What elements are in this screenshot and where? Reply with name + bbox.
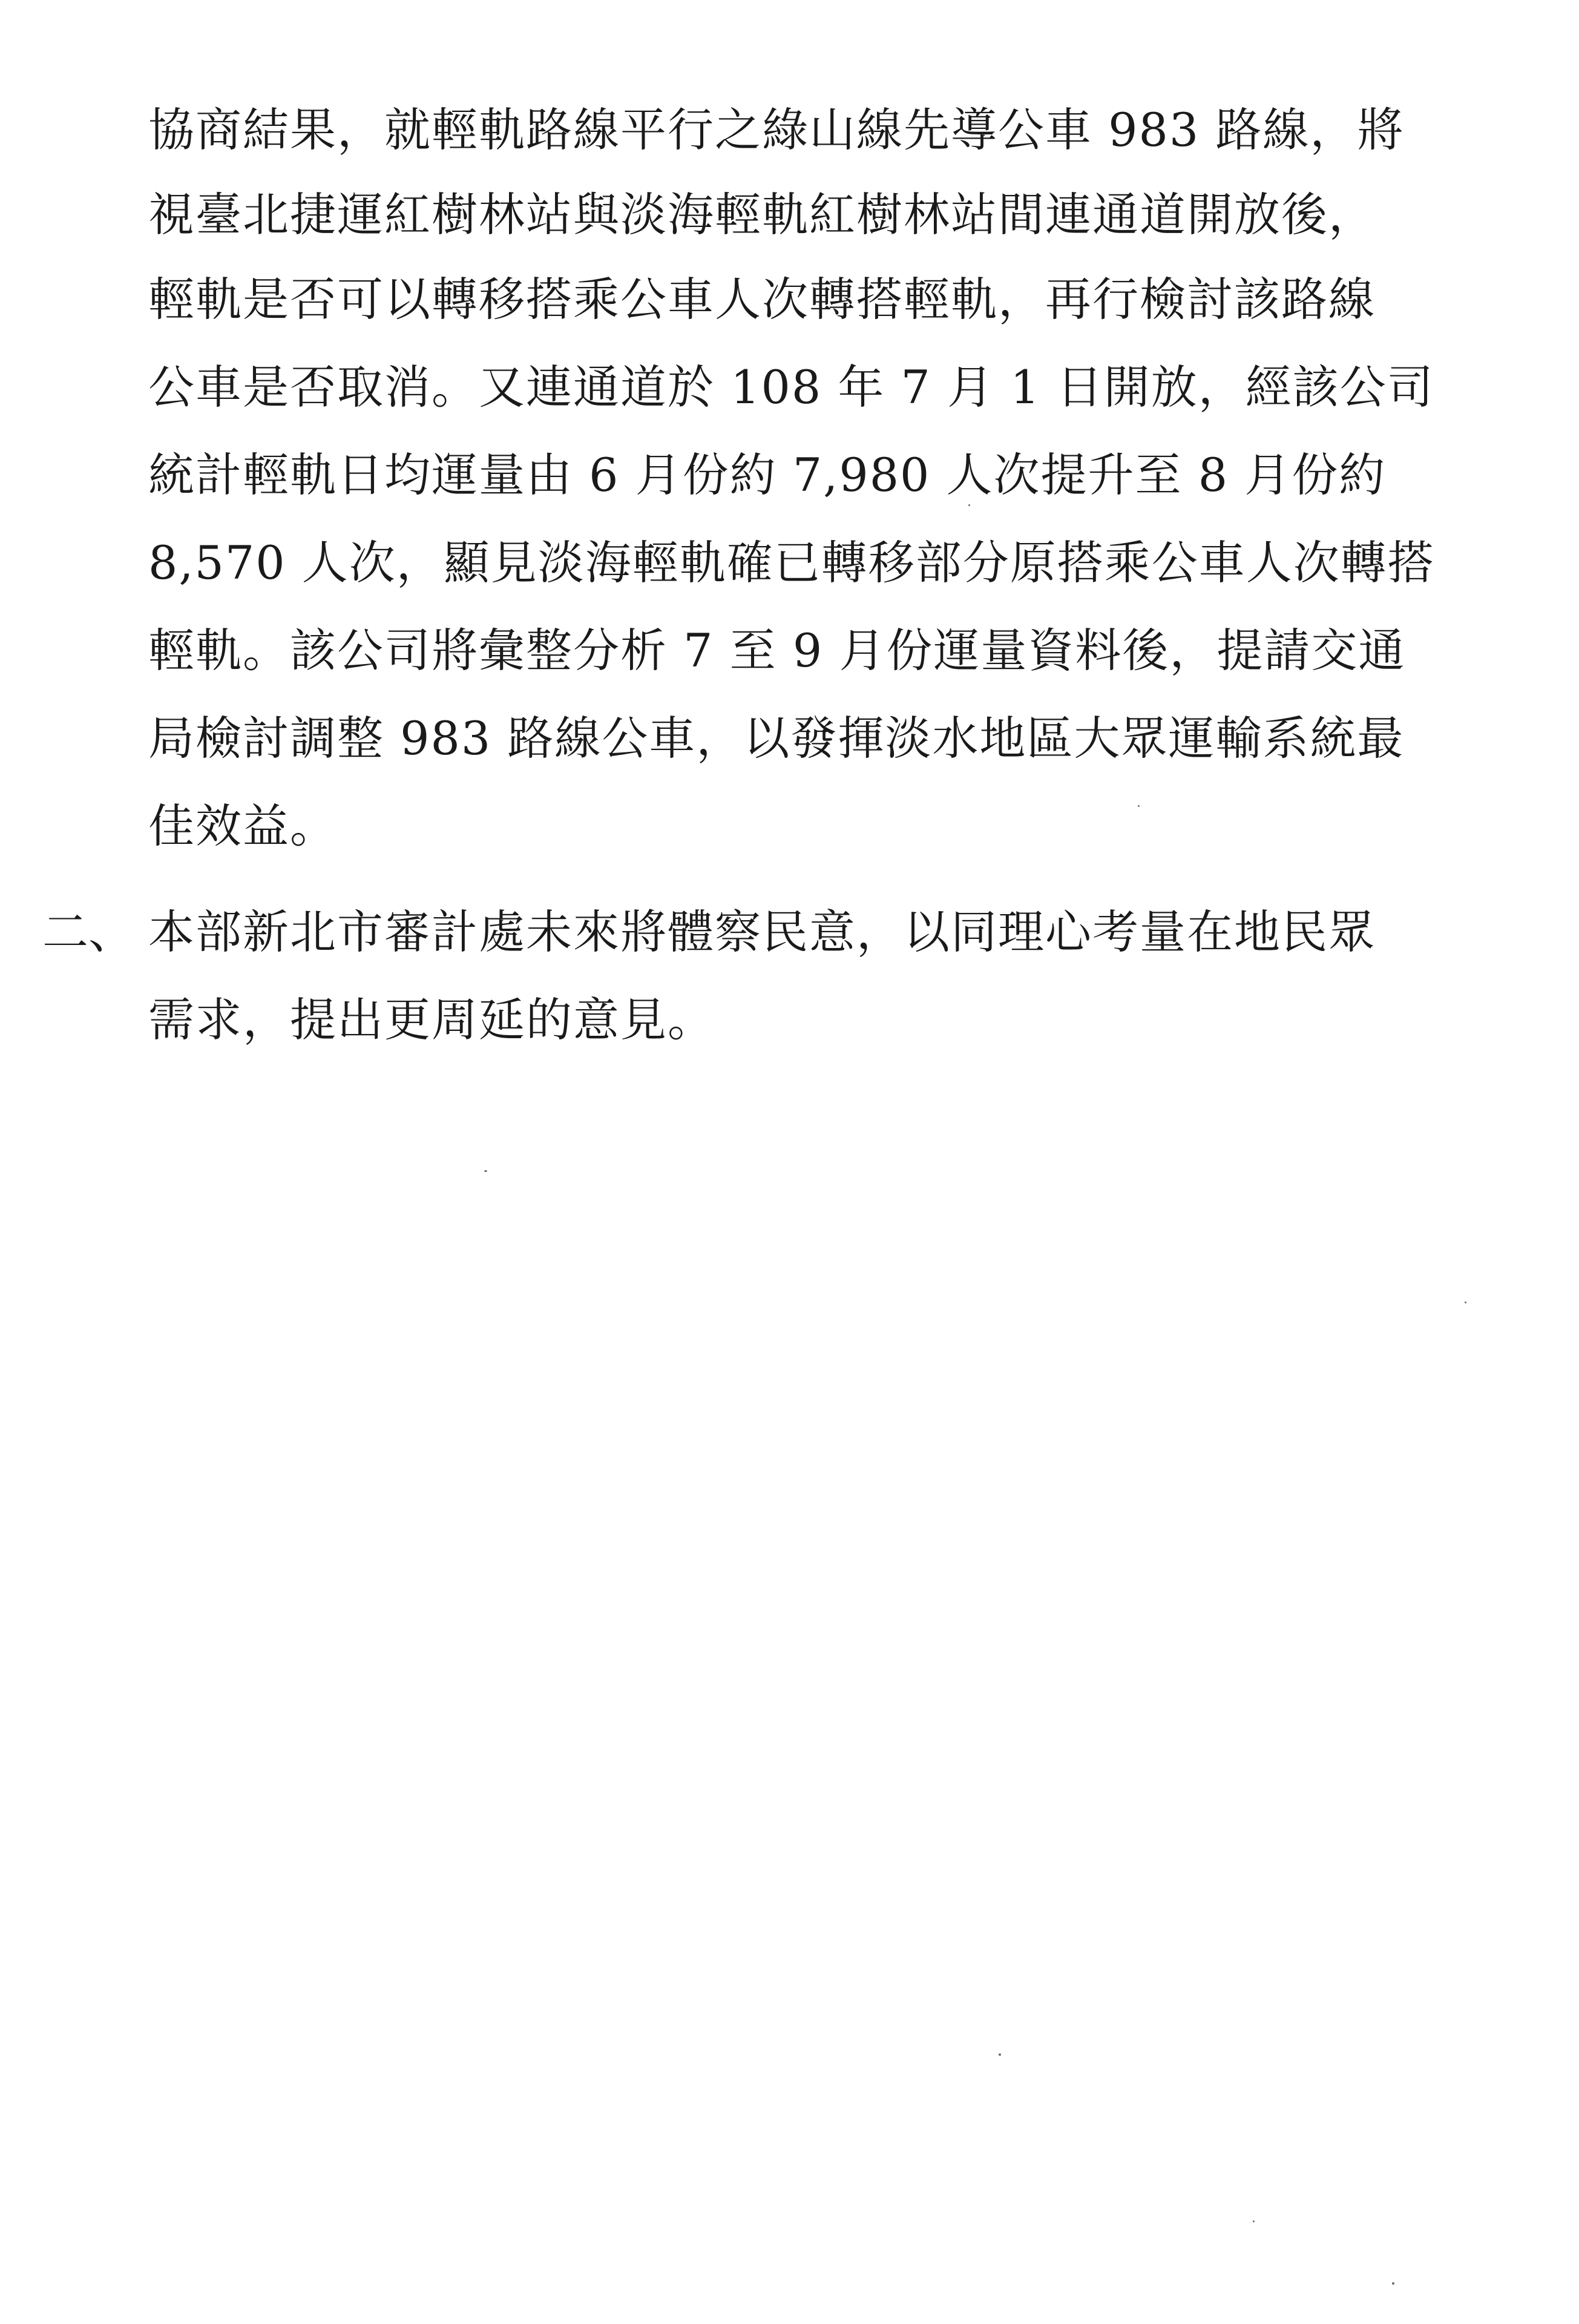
paragraph-line: 輕軌是否可以轉移搭乘公車人次轉搭輕軌，再行檢討該路線 bbox=[148, 272, 1376, 326]
list-item-line: 本部新北市審計處未來將體察民意，以同理心考量在地民眾 bbox=[148, 905, 1376, 959]
scan-speck bbox=[1392, 2282, 1394, 2285]
scan-speck bbox=[999, 2053, 1001, 2056]
scan-speck bbox=[484, 1170, 487, 1172]
scan-speck bbox=[1465, 1302, 1466, 1303]
scan-speck bbox=[1253, 2220, 1255, 2222]
paragraph-line: 公車是否取消。又連通道於 108 年 7 月 1 日開放，經該公司 bbox=[148, 360, 1434, 414]
list-item-marker: 二、 bbox=[42, 905, 134, 959]
scan-speck bbox=[968, 504, 970, 506]
paragraph-line: 局檢討調整 983 路線公車，以發揮淡水地區大眾運輸系統最 bbox=[148, 711, 1405, 765]
paragraph-line: 視臺北捷運紅樹林站與淡海輕軌紅樹林站間連通道開放後， bbox=[148, 188, 1376, 242]
scan-speck bbox=[1138, 805, 1140, 807]
list-item-line: 需求，提出更周延的意見。 bbox=[148, 993, 715, 1047]
paragraph-line: 輕軌。該公司將彙整分析 7 至 9 月份運量資料後，提請交通 bbox=[148, 624, 1406, 677]
paragraph-line: 佳效益。 bbox=[148, 799, 337, 853]
paragraph-line: 8,570 人次，顯見淡海輕軌確已轉移部分原搭乘公車人次轉搭 bbox=[148, 536, 1435, 590]
paragraph-line: 協商結果，就輕軌路線平行之綠山線先導公車 983 路線，將 bbox=[148, 103, 1405, 157]
paragraph-line: 統計輕軌日均運量由 6 月份約 7,980 人次提升至 8 月份約 bbox=[148, 448, 1387, 502]
